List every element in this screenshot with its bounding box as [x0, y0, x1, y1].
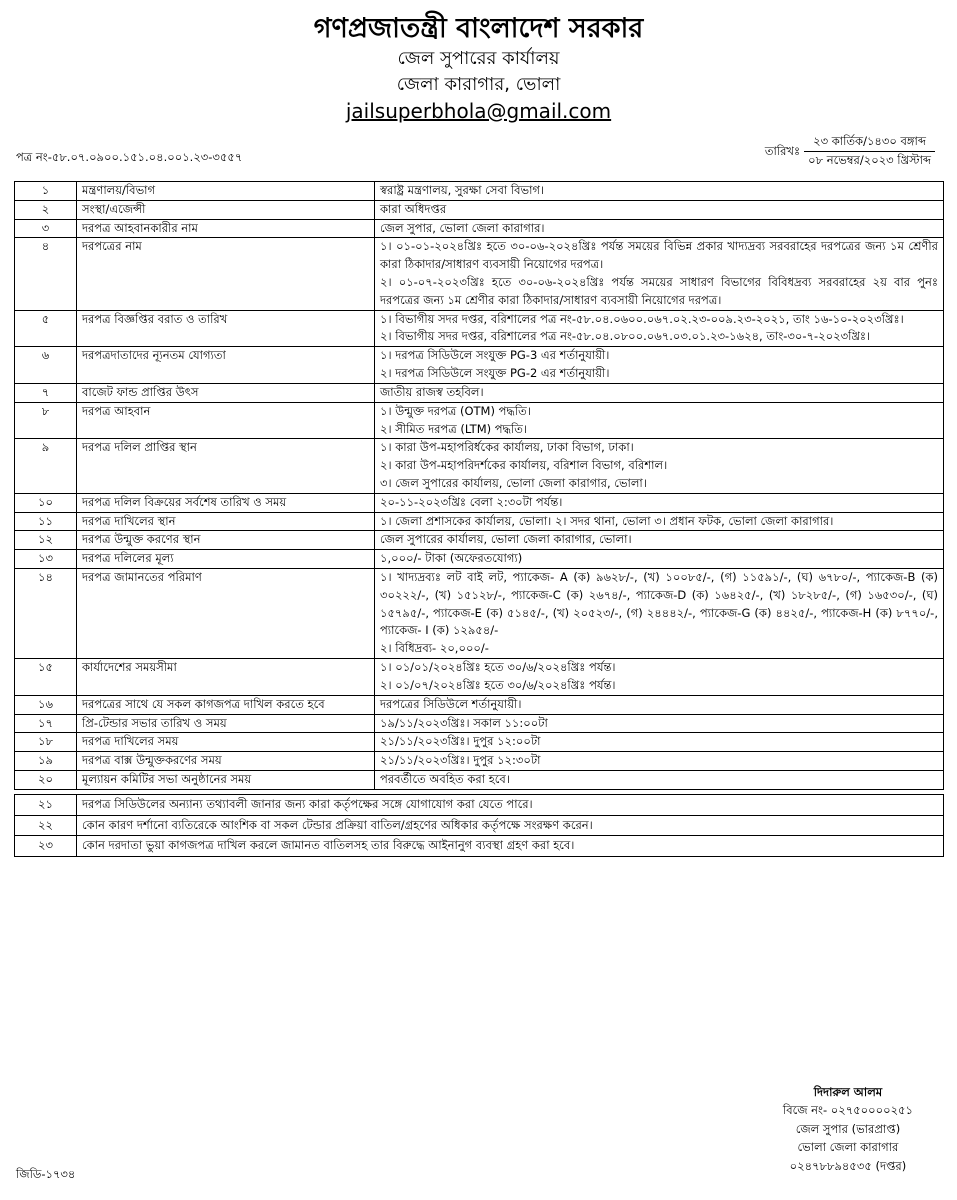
row-number: ১৭ — [15, 714, 77, 733]
row-value-line: ১। দরপত্র সিডিউলে সংযুক্ত PG-3 এর শর্তানুযায়ী। — [380, 348, 610, 363]
row-value — [375, 770, 944, 789]
row-value — [375, 550, 944, 569]
table-row — [15, 695, 944, 714]
row-value-line: ১৯/১১/২০২৩খ্রিঃ। সকাল ১১:০০টা — [380, 715, 548, 730]
signature-block — [783, 1083, 913, 1175]
row-value — [375, 714, 944, 733]
table-row — [15, 752, 944, 771]
row-value — [375, 659, 944, 696]
row-value — [375, 733, 944, 752]
note-number: ২২ — [15, 815, 77, 836]
row-value-line: ২১/১১/২০২৩খ্রিঃ। দুপুর ১২:০০টা — [380, 734, 541, 749]
table-row — [15, 200, 944, 219]
row-value-line: জেল সুপার, ভোলা জেলা কারাগার। — [380, 220, 545, 235]
row-value — [375, 402, 944, 439]
row-number: ৪ — [15, 238, 77, 310]
row-label: দরপত্র আহবান — [77, 402, 375, 439]
row-value-line: জেল সুপারের কার্যালয়, ভোলা জেলা কারাগার, ভোলা। — [380, 532, 632, 547]
row-number: ১ — [15, 181, 77, 200]
row-label: দরপত্র দাখিলের স্থান — [77, 512, 375, 531]
table-row — [15, 493, 944, 512]
tender-notes-table — [14, 794, 944, 857]
office-name: জেল সুপারের কার্যালয় — [397, 47, 560, 69]
tender-details-table — [14, 181, 944, 790]
row-number: ৬ — [15, 347, 77, 384]
row-label: দরপত্রদাতাদের ন্যূনতম যোগ্যতা — [77, 347, 375, 384]
date-bangla: ২৩ কার্তিক/১৪৩০ বঙ্গাব্দ — [804, 133, 935, 152]
row-value-line: ১। খাদ্যদ্রব্যঃ লট বাই লট, প্যাকেজ- A (ক) ৯৬২৮/-, (খ) ১০০৮৫/-, (গ) ১১৫৯১/-, (ঘ) ৬৭৮০/-, প্যাকেজ-B (ক) ৩০২২২/-, (খ) ১৫১২৮/-, প্যাকেজ-C (ক) ২৬৭৪/-, প্যাকেজ-D (ক) ১৬৪২৫/-, (খ) ১৮২৮৫/-, (গ) ১৬৫৩০/-, (ঘ) ১৫৭৯৫/-, প্যাকেজ-E (ক) ৫১৪৫/-, (খ) ২০৫২৩/-, (গ) ২৪৪৪২/-, প্যাকেজ-G (ক) ৪৪২৫/-, প্যাকেজ-H (ক) ৮৭৭০/-, প্যাকেজ- I (ক) ১২৯৫৪/- — [380, 570, 938, 638]
row-value-line: পরবর্তীতে অবহিত করা হবে। — [380, 771, 510, 786]
signatory-phone: ০২৪৭৮৮৯৪৫৩৫ (দপ্তর) — [789, 1158, 907, 1173]
row-value — [375, 531, 944, 550]
row-label: দরপত্র দলিল বিক্রয়ের সর্বশেষ তারিখ ও সময় — [77, 493, 375, 512]
row-value — [375, 512, 944, 531]
signatory-office: ভোলা জেলা কারাগার — [797, 1140, 899, 1155]
row-number: ৮ — [15, 402, 77, 439]
row-label: দরপত্র আহবানকারীর নাম — [77, 219, 375, 238]
row-value — [375, 181, 944, 200]
row-value-line: দরপত্রের সিডিউলে শর্তানুযায়ী। — [380, 696, 522, 711]
row-number: ১১ — [15, 512, 77, 531]
row-number: ৯ — [15, 439, 77, 493]
row-value-line: ২। সীমিত দরপত্র (LTM) পদ্ধতি। — [380, 421, 528, 436]
table-row — [15, 733, 944, 752]
note-text: কোন দরদাতা ভুয়া কাগজপত্র দাখিল করলে জামানত বাতিলসহ তার বিরুদ্ধে আইনানুগ ব্যবস্থা গ্রহণ করা হবে। — [77, 836, 944, 857]
row-value-line: ২। বিভাগীয় সদর দপ্তর, বরিশালের পত্র নং-৫৮.০৪.০৮০০.০৬৭.০৩.০১.২৩-১৬২৪, তাং-৩০-৭-২০২৩খ্রিঃ। — [380, 329, 871, 344]
date-block — [765, 133, 935, 170]
row-value — [375, 695, 944, 714]
row-number: ১২ — [15, 531, 77, 550]
row-value-line: ২। দরপত্র সিডিউলে সংযুক্ত PG-2 এর শর্তানুযায়ী। — [380, 366, 610, 381]
row-value-line: ৩। জেল সুপারের কার্যালয়, ভোলা জেলা কারাগার, ভোলা। — [380, 475, 647, 490]
table-row — [15, 531, 944, 550]
signatory-name: দিদারুল আলম — [813, 1085, 883, 1099]
table-row — [15, 181, 944, 200]
date-english: ০৮ নভেম্বর/২০২৩ খ্রিস্টাব্দ — [808, 152, 931, 167]
row-value-line: ২। বিধিদ্রব্য- ২০,০০০/- — [380, 641, 489, 656]
note-text: দরপত্র সিডিউলের অন্যান্য তথ্যাবলী জানার জন্য কারা কর্তৃপক্ষের সঙ্গে যোগাযোগ করা যেতে পারে। — [77, 794, 944, 815]
row-value-line: ১। কারা উপ-মহাপরির্ধকের কার্যালয়, ঢাকা বিভাগ, ঢাকা। — [380, 440, 634, 455]
row-label: দরপত্রের নাম — [77, 238, 375, 310]
note-row — [15, 815, 944, 836]
row-label: দরপত্র বাক্স উন্মুক্তকরণের সময় — [77, 752, 375, 771]
row-value-line: ২। ০১-০৭-২০২৩খ্রিঃ হতে ৩০-০৬-২০২৪খ্রিঃ পর্যন্ত সময়ের সাধারণ বিভাগের বিবিধদ্রব্য সরবরাহের ২য় বার পুনঃ দরপত্রের জন্য ১ম শ্রেণীর কারা ঠিকাদার/সাধারণ ব্যবসায়ী নিয়োগের দরপত্র। — [380, 275, 938, 307]
table-row — [15, 347, 944, 384]
row-number: ১৮ — [15, 733, 77, 752]
signatory-bp-number: বিজে নং- ০২৭৫০০০০২৫১ — [782, 1103, 913, 1118]
note-text: কোন কারণ দর্শানো ব্যতিরেকে আংশিক বা সকল টেন্ডার প্রক্রিয়া বাতিল/গ্রহণের অধিকার কর্তৃপক্ষে সংরক্ষণ করেন। — [77, 815, 944, 836]
row-value-line: ১। ০১-০১-২০২৪খ্রিঃ হতে ৩০-০৬-২০২৪খ্রিঃ পর্যন্ত সময়ের বিভিন্ন প্রকার খাদ্যদ্রব্য সরবরাহের দরপত্রের জন্য ১ম শ্রেণীর কারা ঠিকাদার/সাধারণ ব্যবসায়ী নিয়োগের দরপত্র। — [380, 239, 938, 272]
row-number: ৭ — [15, 383, 77, 402]
row-label: দরপত্র দলিলের মূল্য — [77, 550, 375, 569]
table-row — [15, 402, 944, 439]
table-row — [15, 512, 944, 531]
row-number: ১৬ — [15, 695, 77, 714]
row-value-line: ২১/১১/২০২৩খ্রিঃ। দুপুর ১২:৩০টা — [380, 753, 541, 768]
row-number: ১৯ — [15, 752, 77, 771]
row-value — [375, 310, 944, 347]
row-label: বাজেট ফান্ড প্রাপ্তির উৎস — [77, 383, 375, 402]
row-value-line: ১। বিভাগীয় সদর দপ্তর, বরিশালের পত্র নং-৫৮.০৪.০৬০০.০৬৭.০২.২৩-০০৯.২৩-২০২১, তাং ১৬-১০-২০২৩খ্রিঃ। — [380, 311, 904, 326]
table-row — [15, 219, 944, 238]
row-value-line: ১। ০১/০১/২০২৪খ্রিঃ হতে ৩০/৬/২০২৪খ্রিঃ পর্যন্ত। — [380, 660, 616, 675]
row-value — [375, 569, 944, 659]
row-value-line: ২। ০১/০৭/২০২৪খ্রিঃ হতে ৩০/৬/২০২৪খ্রিঃ পর্যন্ত। — [380, 677, 616, 692]
row-label: মূল্যায়ন কমিটির সভা অনুষ্ঠানের সময় — [77, 770, 375, 789]
row-value-line: কারা অধিদপ্তর — [380, 201, 447, 216]
date-label: তারিখঃ — [764, 143, 801, 158]
memo-number: পত্র নং-৫৮.০৭.০৯০০.১৫১.০৪.০০১.২৩-৩৫৫৭ — [16, 149, 243, 164]
row-value — [375, 752, 944, 771]
row-value — [375, 439, 944, 493]
row-value — [375, 200, 944, 219]
table-row — [15, 714, 944, 733]
letterhead — [14, 12, 943, 125]
row-label: কার্যাদেশের সময়সীমা — [77, 659, 375, 696]
table-row — [15, 569, 944, 659]
row-number: ১৫ — [15, 659, 77, 696]
row-value-line: ১। উন্মুক্ত দরপত্র (OTM) পদ্ধতি। — [380, 403, 531, 418]
row-label: সংস্থা/এজেন্সী — [77, 200, 375, 219]
row-number: ৩ — [15, 219, 77, 238]
row-label: দরপত্রের সাথে যে সকল কাগজপত্র দাখিল করতে হবে — [77, 695, 375, 714]
row-label: দরপত্র উন্মুক্ত করণের স্থান — [77, 531, 375, 550]
row-label: প্রি-টেন্ডার সভার তারিখ ও সময় — [77, 714, 375, 733]
row-number: ১৩ — [15, 550, 77, 569]
row-label: দরপত্র দলিল প্রাপ্তির স্থান — [77, 439, 375, 493]
row-label: দরপত্র বিজ্ঞপ্তির বরাত ও তারিখ — [77, 310, 375, 347]
row-number: ২০ — [15, 770, 77, 789]
row-value-line: জাতীয় রাজস্ব তহবিল। — [380, 384, 484, 399]
row-value — [375, 238, 944, 310]
table-row — [15, 310, 944, 347]
row-value-line: ১। জেলা প্রশাসকের কার্যালয়, ভোলা। ২। সদর থানা, ভোলা ৩। প্রধান ফটক, ভোলা জেলা কারাগার। — [380, 513, 834, 528]
row-value — [375, 493, 944, 512]
row-number: ১৪ — [15, 569, 77, 659]
row-value — [375, 219, 944, 238]
government-title: গণপ্রজাতন্ত্রী বাংলাদেশ সরকার — [313, 13, 644, 44]
row-number: ১০ — [15, 493, 77, 512]
table-row — [15, 238, 944, 310]
row-number: ২ — [15, 200, 77, 219]
row-label: দরপত্র জামানতের পরিমাণ — [77, 569, 375, 659]
note-row — [15, 794, 944, 815]
office-email: jailsuperbhola@gmail.com — [345, 98, 612, 123]
note-row — [15, 836, 944, 857]
gd-number: জিডি-১৭৩৪ — [16, 1167, 76, 1181]
table-row — [15, 550, 944, 569]
reference-row — [14, 131, 943, 181]
note-number: ২৩ — [15, 836, 77, 857]
row-value-line: ১,০০০/- টাকা (অফেরতযোগ্য) — [380, 551, 523, 566]
office-location: জেলা কারাগার, ভোলা — [396, 73, 561, 95]
row-number: ৫ — [15, 310, 77, 347]
signatory-designation: জেল সুপার (ভারপ্রাপ্ত) — [795, 1121, 901, 1136]
table-row — [15, 659, 944, 696]
row-value-line: ২০-১১-২০২৩খ্রিঃ বেলা ২:৩০টা পর্যন্ত। — [380, 494, 563, 509]
note-number: ২১ — [15, 794, 77, 815]
row-value — [375, 347, 944, 384]
table-row — [15, 770, 944, 789]
row-value — [375, 383, 944, 402]
table-row — [15, 439, 944, 493]
row-value-line: স্বরাষ্ট্র মন্ত্রণালয়, সুরক্ষা সেবা বিভাগ। — [380, 182, 545, 197]
table-row — [15, 383, 944, 402]
row-label: দরপত্র দাখিলের সময় — [77, 733, 375, 752]
row-label: মন্ত্রণালয়/বিভাগ — [77, 181, 375, 200]
row-value-line: ২। কারা উপ-মহাপরিদর্শকের কার্যালয়, বরিশাল বিভাগ, বরিশাল। — [380, 458, 668, 473]
